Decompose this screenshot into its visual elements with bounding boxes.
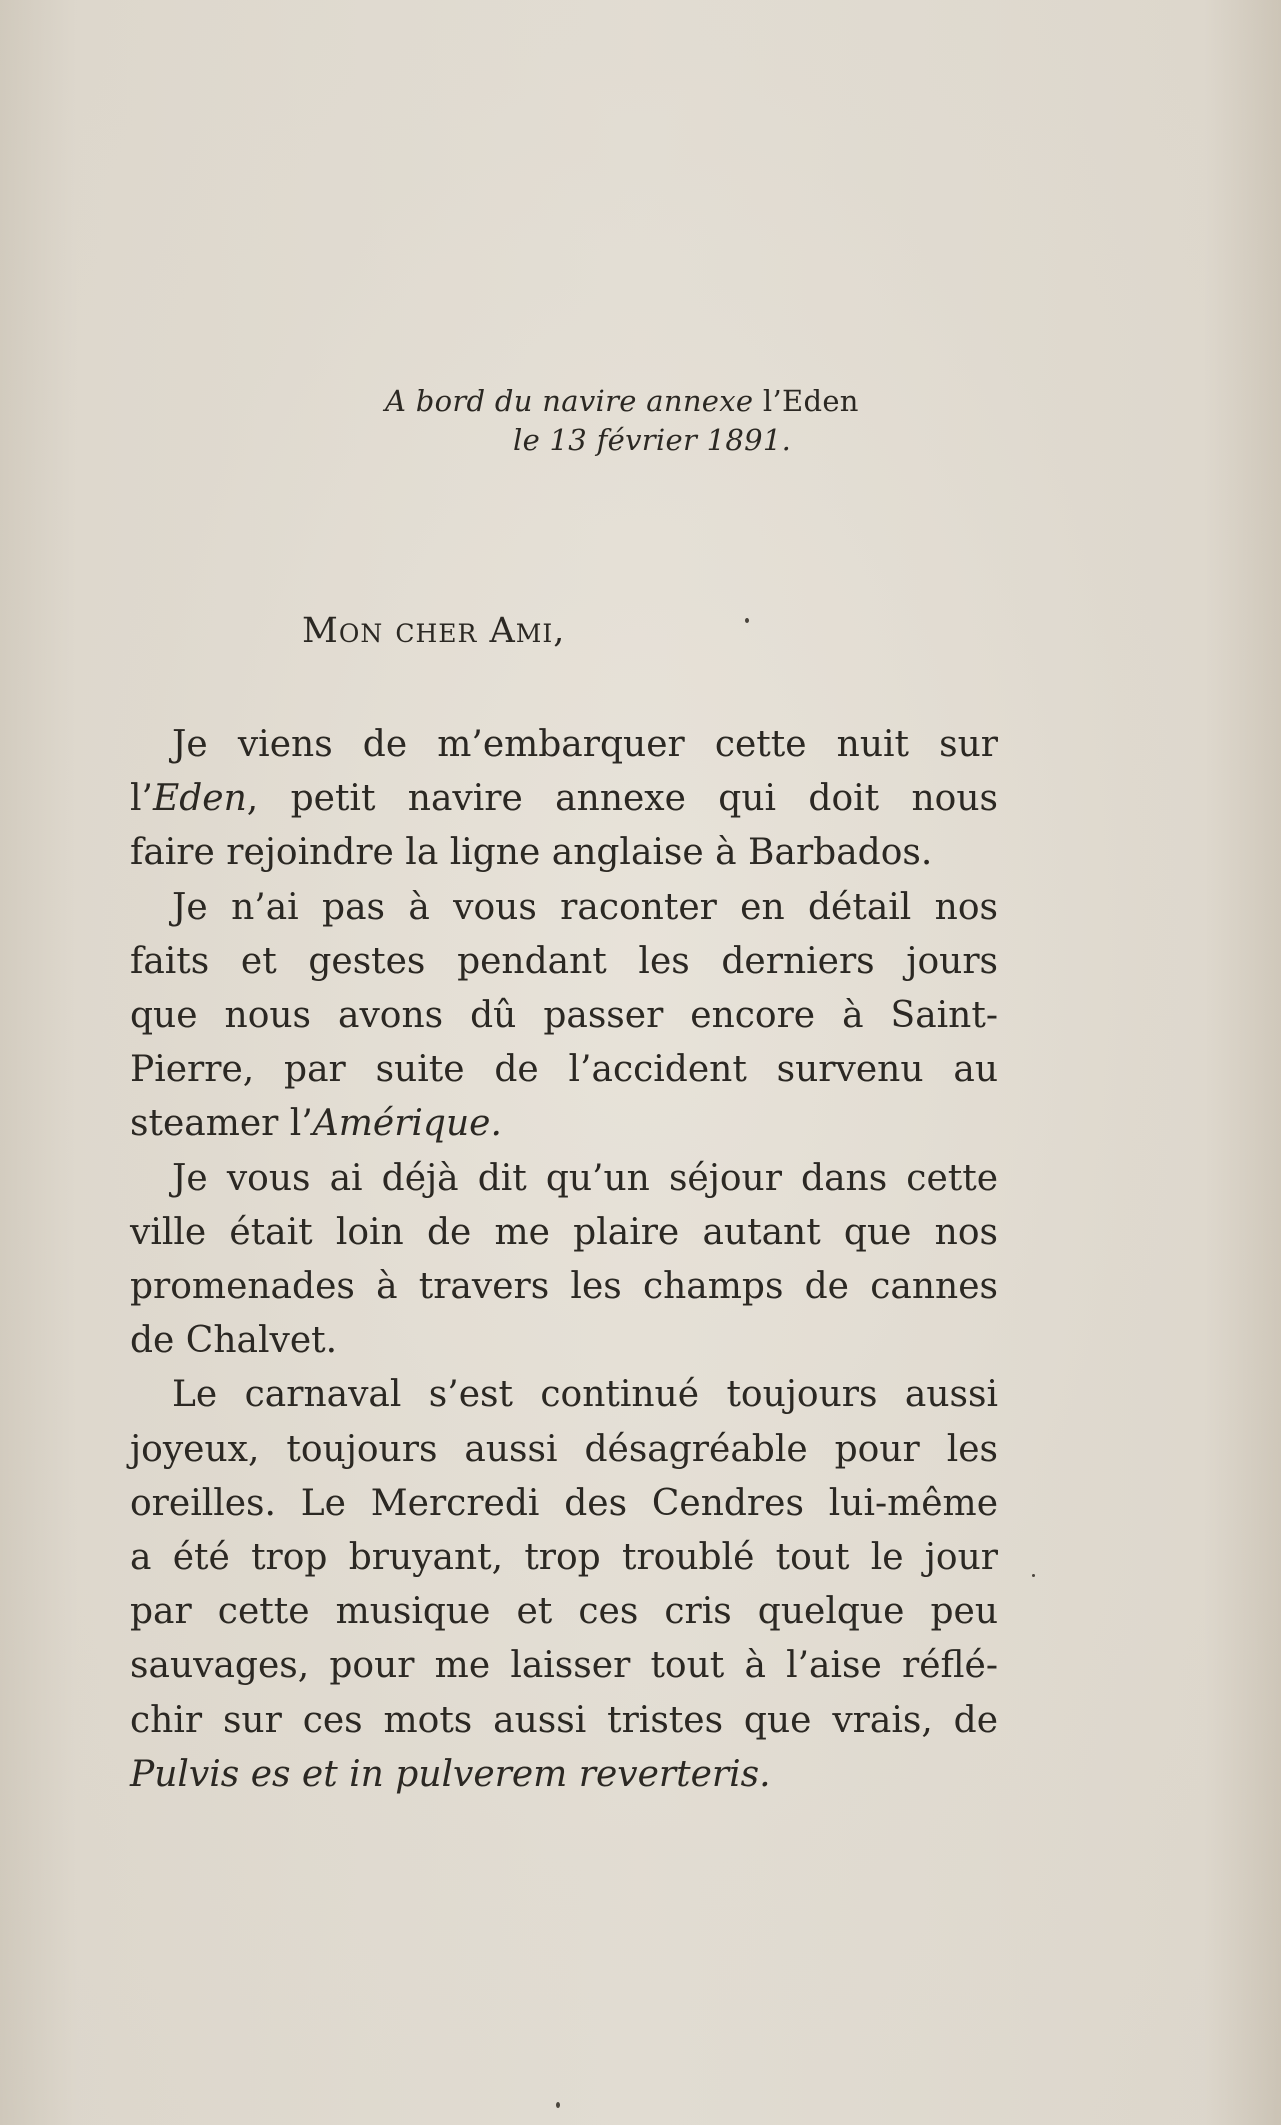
dateline-ship-name: l’Eden (762, 384, 859, 418)
text-line: oreilles. Le Mercredi des Cendres lui-même (130, 1482, 998, 1524)
italic-text: Eden (152, 778, 247, 820)
italic-text: Pulvis es et in pulverem reverteris. (130, 1753, 771, 1795)
text-line: a été trop bruyant, trop troublé tout le jour (130, 1537, 998, 1579)
print-speck (1032, 1574, 1035, 1577)
text-line: steamer l’Amérique. (130, 1103, 502, 1145)
text-line: Pierre, par suite de l’accident survenu au (130, 1049, 998, 1091)
italic-text: Amérique. (312, 1103, 502, 1145)
text-line: Je n’ai pas à vous raconter en détail nos (172, 886, 998, 928)
text-line (130, 1748, 998, 1802)
salutation: Mon cher Ami, (302, 611, 566, 651)
dateline (385, 382, 945, 460)
text-line: promenades à travers les champs de cannes (130, 1266, 998, 1308)
paragraph (130, 1368, 998, 1802)
text-line: l’Eden, petit navire annexe qui doit nous (130, 778, 998, 820)
dateline-place-italic: A bord du navire annexe (385, 384, 754, 418)
text-line: par cette musique et ces cris quelque peu (130, 1591, 998, 1633)
dateline-date: le 13 février 1891. (513, 423, 792, 457)
text-line: que nous avons dû passer encore à Saint- (130, 995, 998, 1037)
dateline-place (385, 382, 945, 421)
text-line: Je viens de m’embarquer cette nuit sur (172, 724, 998, 765)
paragraph (130, 1152, 998, 1369)
print-speck (556, 2102, 560, 2108)
text-line: ville était loin de me plaire autant que nos (130, 1211, 998, 1253)
text-line: Je vous ai déjà dit qu’un séjour dans cette (172, 1157, 998, 1199)
print-speck (745, 618, 749, 623)
text-line: Le carnaval s’est continué toujours aussi (172, 1374, 998, 1416)
text-line: sauvages, pour me laisser tout à l’aise réflé- (130, 1645, 998, 1687)
paragraph (130, 718, 998, 881)
text-line: faire rejoindre la ligne anglaise à Barbados. (130, 832, 933, 874)
text-line: de Chalvet. (130, 1320, 338, 1362)
text-line: faits et gestes pendant les derniers jours (130, 940, 998, 982)
text-line: joyeux, toujours aussi désagréable pour les (130, 1428, 998, 1470)
letter-body (130, 718, 998, 1802)
text-line: chir sur ces mots aussi tristes que vrais, de (130, 1699, 998, 1741)
paragraph (130, 881, 998, 1152)
